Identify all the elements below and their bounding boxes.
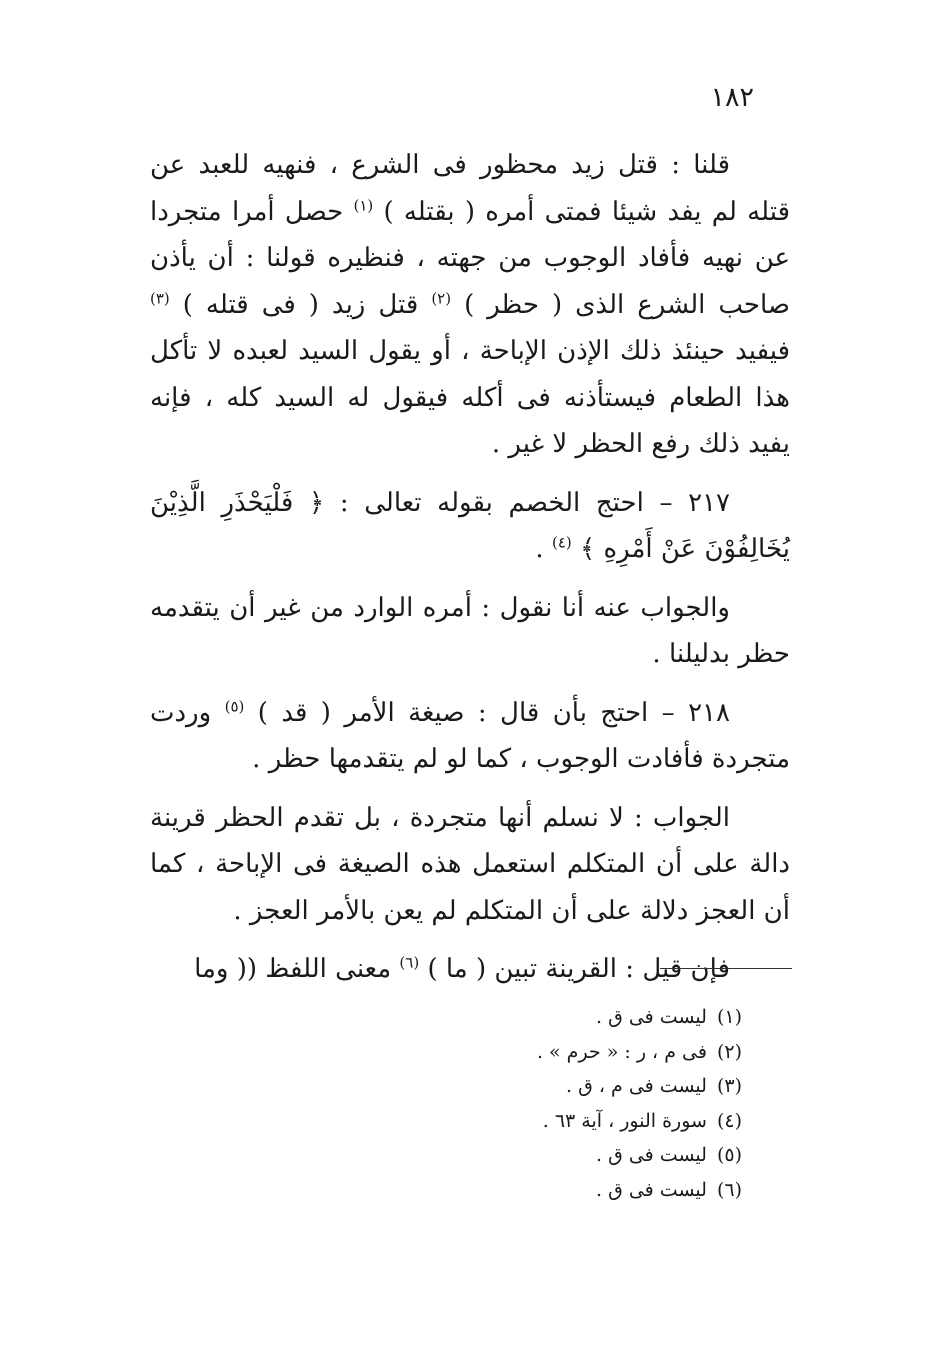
text-segment: فإن قيل : القرينة تبين ( ما ) [419, 954, 730, 984]
footnote-number: (٥) [716, 1144, 742, 1166]
text-segment: وردت متجردة فأفادت الوجوب ، كما لو لم يتقدمها حظر . [150, 697, 790, 774]
footnote-item [322, 1035, 742, 1070]
footnote-text: فى م ، ر : « حرم » . [536, 1040, 707, 1063]
paragraph-2 [150, 480, 790, 573]
footnote-text: ليست فى ق . [595, 1178, 707, 1201]
text-segment: ٢١٧ – احتج الخصم بقوله تعالى : ﴿ فَلْيَحْذَرِ الَّذِيْنَ يُخَالِفُوْنَ عَنْ أَمْرِهِ ﴾ [150, 487, 790, 564]
footnote-ref: (٣) [150, 288, 170, 307]
main-text [150, 142, 790, 1005]
footnote-ref: (٦) [399, 953, 420, 972]
footnote-item [322, 1138, 742, 1173]
text-segment: قتل زيد ( فى قتله ) [169, 289, 432, 320]
text-segment: ٢١٨ – احتج بأن قال : صيغة الأمر ( قد ) [244, 697, 730, 728]
footnote-ref: (٥) [224, 696, 245, 715]
text-segment: . [535, 534, 552, 564]
footnote-item [322, 1000, 742, 1035]
footnote-text: سورة النور ، آية ٦٣ . [542, 1109, 707, 1132]
footnote-number: (١) [716, 1006, 742, 1028]
paragraph-6 [150, 946, 790, 993]
paragraph-1 [150, 142, 790, 468]
paragraph-5: الجواب : لا نسلم أنها متجردة ، بل تقدم الحظر قرينة دالة على أن المتكلم استعمل هذه الصيغة فى الإباحة ، كما أن العجز دلالة على أن المتكلم لم يعن بالأمر العجز . [150, 802, 790, 926]
footnote-item [322, 1104, 742, 1139]
text-segment: معنى اللفظ (( وما [194, 954, 400, 984]
footnote-ref: (١) [353, 195, 374, 214]
footnote-number: (٣) [716, 1075, 742, 1097]
paragraph-4 [150, 690, 790, 783]
text-segment: فيفيد حينئذ ذلك الإذن الإباحة ، أو يقول السيد لعبده لا تأكل هذا الطعام فيستأذنه فى أكله فيقول له السيد كله ، فإنه يفيد ذلك رفع الحظر لا غير . [150, 336, 790, 459]
text-segment: قلنا : قتل زيد محظور فى الشرع ، فنهيه للعبد عن قتله لم يفد شيئا فمتى أمره ( بقتله ) [150, 150, 791, 227]
footnote-text: ليست فى م ، ق . [566, 1075, 707, 1097]
footnote-text: ليست فى ق . [595, 1006, 707, 1028]
paragraph-3: والجواب عنه أنا نقول : أمره الوارد من غير أن يتقدمه حظر بدليلنا . [150, 592, 790, 669]
footnote-text: ليست فى ق . [595, 1144, 707, 1166]
footnote-number: (٢) [716, 1040, 742, 1063]
text-segment: حصل أمرا متجردا عن نهيه فأفاد الوجوب من جهته ، فنظيره قولنا : أن يأذن صاحب الشرع الذى ( حظر ) [150, 196, 790, 320]
footnote-divider [660, 968, 792, 969]
footnotes-list [322, 1000, 742, 1207]
footnote-item [322, 1173, 742, 1208]
footnote-ref: (٢) [431, 288, 452, 307]
footnote-ref: (٤) [551, 533, 572, 552]
footnote-number: (٤) [716, 1109, 742, 1132]
footnote-number: (٦) [716, 1178, 742, 1201]
footnote-item [322, 1069, 742, 1104]
page-number: ١٨٢ [710, 82, 754, 113]
